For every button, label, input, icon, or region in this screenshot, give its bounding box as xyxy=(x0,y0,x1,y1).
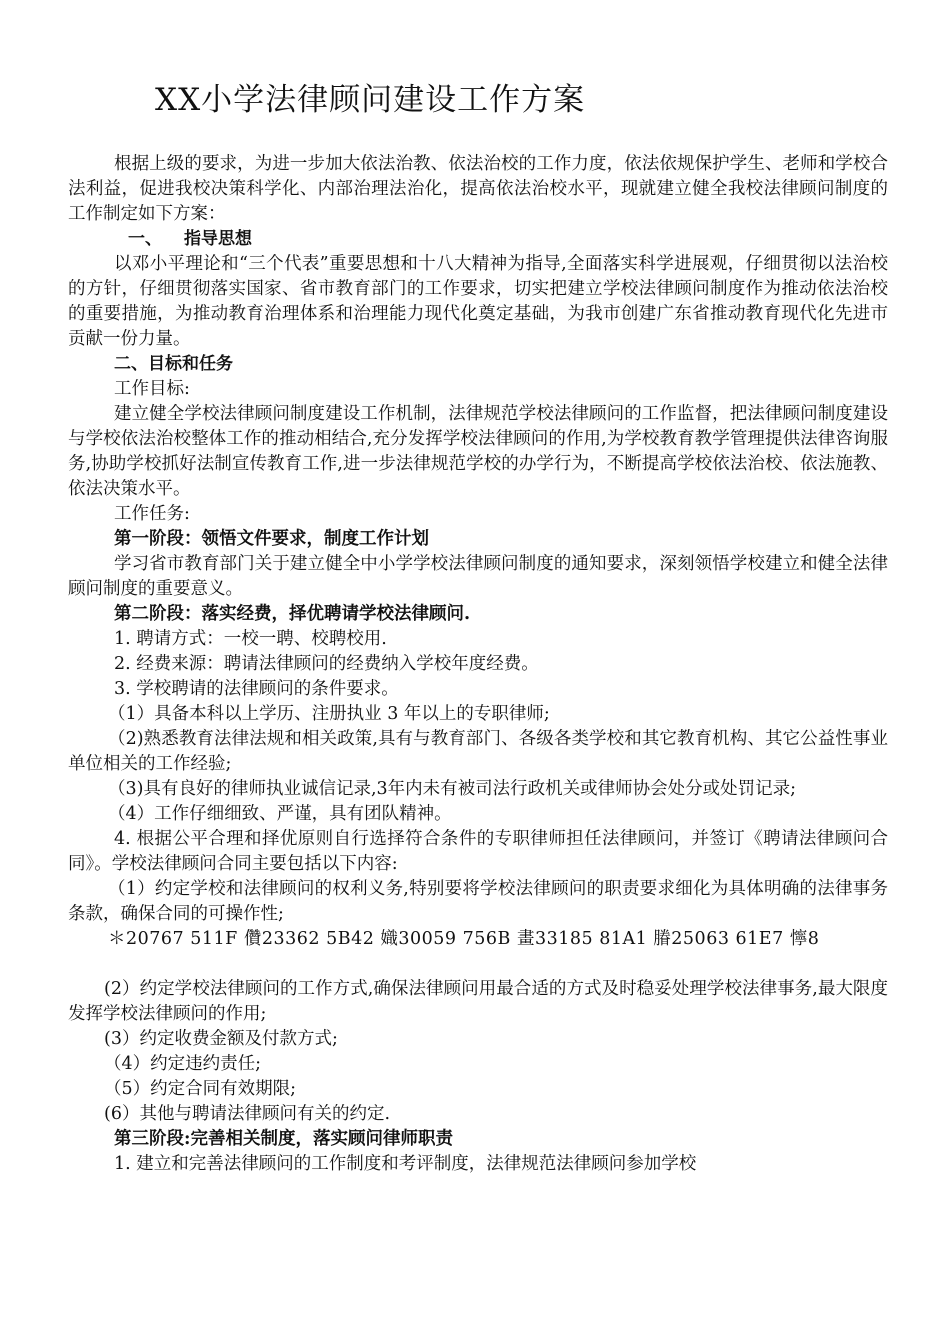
document-title: XX小学法律顾问建设工作方案 xyxy=(155,82,586,118)
stage-1-title: 第一阶段：领悟文件要求，制度工作计划 xyxy=(114,529,429,549)
stage-3-item: 1. 建立和完善法律顾问的工作制度和考评制度，法律规范法律顾问参加学校 xyxy=(114,1154,697,1174)
goal-paragraph: 建立健全学校法律顾问制度建设工作机制，法律规范学校法律顾问的工作监督，把法律顾问制度建设与学校依法治校整体工作的推动相结合,充分发挥学校法律顾问的作用,为学校教育教学管理提供法律咨询服务,协助学校抓好法制宣传教育工作,进一步法律规范学校的办学行为，不断提高学校依法治校、依法施教、依法决策水平。 xyxy=(68,404,888,499)
section-1-number: 一、 xyxy=(128,229,162,249)
stage-2-item: 2. 经费来源：聘请法律顾问的经费纳入学校年度经费。 xyxy=(114,654,539,674)
contract-item: （4）约定违约责任; xyxy=(104,1054,262,1074)
task-label: 工作任务: xyxy=(114,504,190,524)
section-2-heading: 二、目标和任务 xyxy=(114,354,233,374)
contract-item: (6）其他与聘请法律顾问有关的约定. xyxy=(104,1104,391,1124)
stage-3-title: 第三阶段:完善相关制度，落实顾问律师职责 xyxy=(114,1129,453,1149)
stage-1-paragraph: 学习省市教育部门关于建立健全中小学学校法律顾问制度的通知要求，深刻领悟学校建立和健全法律顾问制度的重要意义。 xyxy=(68,554,888,599)
contract-item: (3）约定收费金额及付款方式; xyxy=(104,1029,338,1049)
condition-item: （3)具有良好的律师执业诚信记录,3年内未有被司法行政机关或律师协会处分或处罚记录; xyxy=(108,779,797,799)
contract-item: （1）约定学校和法律顾问的权利义务,特别要将学校法律顾问的职责要求细化为具体明确的法律事务条款，确保合同的可操作性; xyxy=(68,879,888,924)
section-1-title: 指导思想 xyxy=(184,229,252,249)
garbled-code-line: ＊20767 511F 儹23362 5B42 嬂30059 756B 畫33185 81A1 膡25063 61E7 懧8 xyxy=(108,929,820,949)
stage-2-item: 1. 聘请方式：一校一聘、校聘校用. xyxy=(114,629,387,649)
item-4-paragraph: 4. 根据公平合理和择优原则自行选择符合条件的专职律师担任法律顾问，并签订《聘请法律顾问合同》。学校法律顾问合同主要包括以下内容: xyxy=(68,829,888,874)
contract-item: （5）约定合同有效期限; xyxy=(104,1079,297,1099)
contract-item: (2）约定学校法律顾问的工作方式,确保法律顾问用最合适的方式及时稳妥处理学校法律事务,最大限度发挥学校法律顾问的作用; xyxy=(68,979,888,1024)
stage-2-title: 第二阶段：落实经费，择优聘请学校法律顾问. xyxy=(114,604,471,624)
intro-paragraph: 根据上级的要求，为进一步加大依法治教、依法治校的工作力度，依法依规保护学生、老师和学校合法利益，促进我校决策科学化、内部治理法治化，提高依法治校水平，现就建立健全我校法律顾问制度的工作制定如下方案： xyxy=(68,154,888,224)
condition-item: （1）具备本科以上学历、注册执业 3 年以上的专职律师; xyxy=(108,704,550,724)
goal-label: 工作目标: xyxy=(114,379,190,399)
section-1-heading xyxy=(68,227,888,252)
condition-item: （2)熟悉教育法律法规和相关政策,具有与教育部门、各级各类学校和其它教育机构、其它公益性事业单位相关的工作经验; xyxy=(68,729,888,774)
document-body xyxy=(68,152,888,1177)
stage-2-item: 3. 学校聘请的法律顾问的条件要求。 xyxy=(114,679,399,699)
section-1-paragraph: 以邓小平理论和“三个代表”重要思想和十八大精神为指导,全面落实科学进展观，仔细贯彻以法治校的方针，仔细贯彻落实国家、省市教育部门的工作要求，切实把建立学校法律顾问制度作为推动依法治校的重要措施，为推动教育治理体系和治理能力现代化奠定基础，为我市创建广东省推动教育现代化先进市贡献一份力量。 xyxy=(68,254,888,349)
condition-item: （4）工作仔细细致、严谨，具有团队精神。 xyxy=(108,804,452,824)
blank-line xyxy=(68,952,888,977)
